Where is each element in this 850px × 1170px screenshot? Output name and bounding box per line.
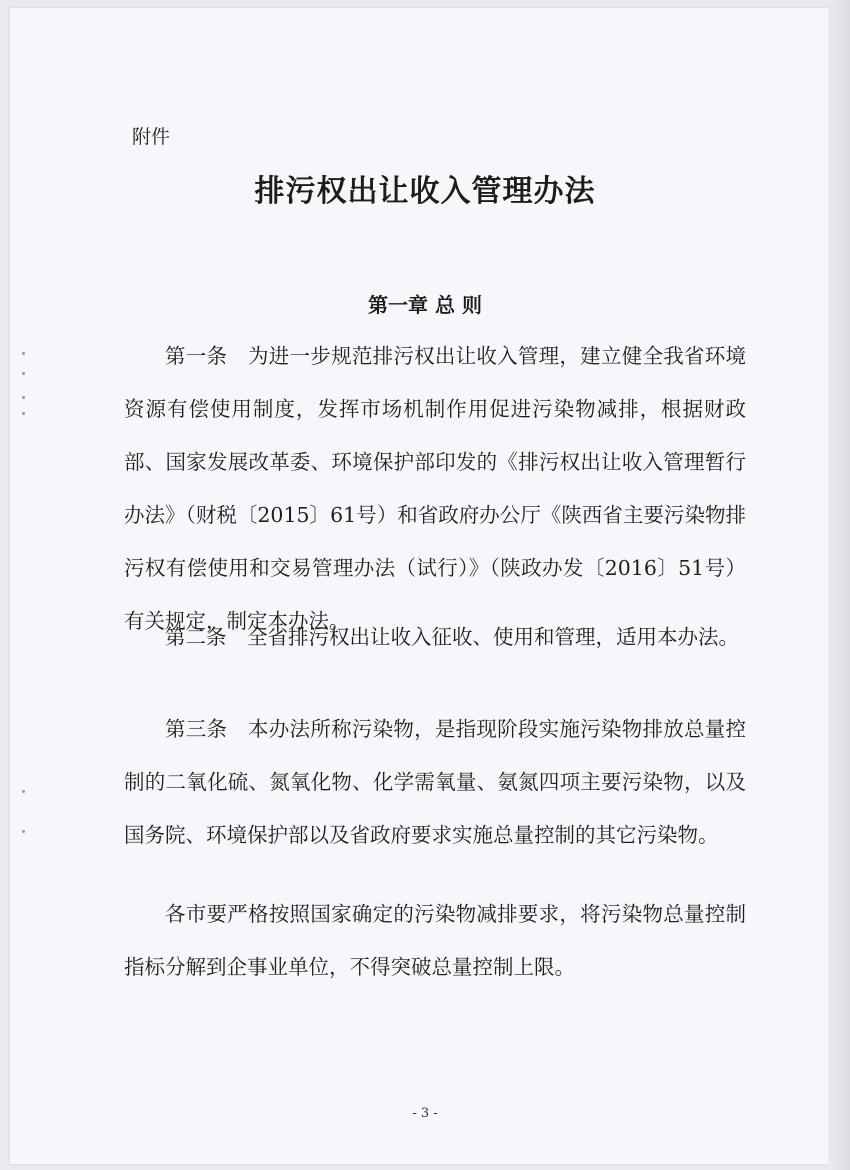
article-3-continuation: 各市要严格按照国家确定的污染物减排要求，将污染物总量控制指标分解到企事业单位，不得突破总量控制上限。	[124, 902, 746, 979]
binding-hole	[22, 352, 25, 355]
binding-hole	[22, 790, 25, 793]
article-3: 第三条 本办法所称污染物，是指现阶段实施污染物排放总量控制的二氧化硫、氮氧化物、化学需氧量、氨氮四项主要污染物，以及国务院、环境保护部以及省政府要求实施总量控制的其它污染物。	[124, 717, 746, 847]
article-2: 第二条 全省排污权出让收入征收、使用和管理，适用本办法。	[165, 625, 739, 649]
binding-hole	[22, 396, 25, 399]
binding-hole	[22, 830, 25, 833]
article-1: 第一条 为进一步规范排污权出让收入管理，建立健全我省环境资源有偿使用制度，发挥市场机制作用促进污染物减排，根据财政部、国家发展改革委、环境保护部印发的《排污权出让收入管理暂行办法》（财税〔2015〕61号）和省政府办公厅《陕西省主要污染物排污权有偿使用和交易管理办法（试行）》（陕政办发〔2016〕51号）有关规定，制定本办法。	[124, 344, 746, 633]
attachment-label: 附件	[132, 126, 171, 148]
chapter-heading: 第一章 总 则	[368, 293, 482, 317]
document-title: 排污权出让收入管理办法	[254, 174, 596, 209]
binding-hole	[22, 412, 25, 415]
binding-hole	[22, 372, 25, 375]
page-number: - 3 -	[412, 1106, 438, 1121]
